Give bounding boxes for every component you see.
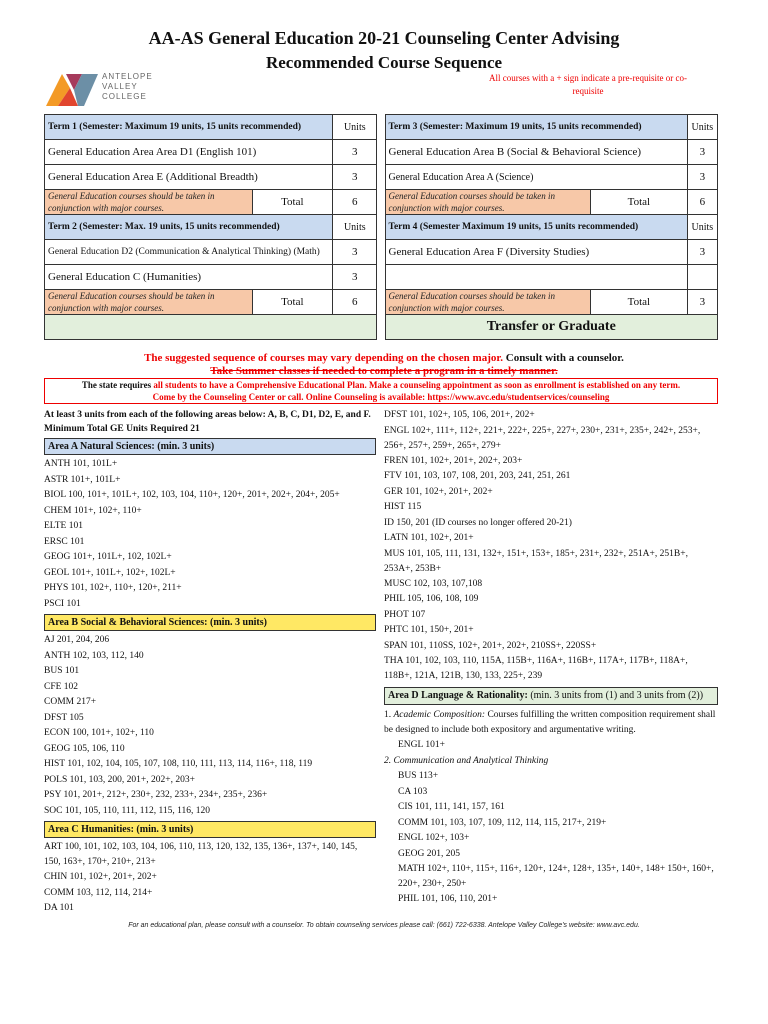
list-item: LATN 101, 102+, 201+ [384,533,474,543]
area-d1-number: 1. [384,710,392,720]
list-item: MUSC 102, 103, 107,108 [384,578,483,589]
term4-header: Term 4 (Semester Maximum 19 units, 15 units recommended) [385,215,687,240]
term1-total: 6 [333,190,377,215]
area-d1-title: Academic Composition: [393,710,486,720]
term2-units-1: 3 [333,240,377,265]
term3-note: General Education courses should be taken in conjunction with major courses. [385,190,591,215]
term1-units-2: 3 [333,165,377,190]
term2-total: 6 [333,290,377,315]
logo-line-3: COLLEGE [102,92,147,101]
list-item: GER 101, 102+, 201+, 202+ [384,486,493,497]
term1-units-1: 3 [333,140,377,165]
term2-course-1: General Education D2 (Communication & Analytical Thinking) (Math) [45,240,333,265]
term1-header: Term 1 (Semester: Maximum 19 units, 15 units recommended) [45,115,333,140]
left-green-bar [45,315,377,340]
sequence-message [0,352,768,364]
term2-units-2: 3 [333,265,377,290]
list-item: PSCI 101 [44,598,81,609]
educational-plan-box [44,378,718,404]
consult-counselor-text: Consult with a counselor. [503,352,624,364]
term4-note: General Education courses should be taken in conjunction with major courses. [385,290,591,315]
term1-course-2: General Education Area E (Additional Breadth) [45,165,333,190]
term4-units-label: Units [687,215,717,240]
list-item: THA 101, 102, 103, 110, 115A, 115B+, 116A+, 116B+, 117A+, 117B+, 118A+, 118B+, 121A, 121B, 130, 133, 225+, 239 [384,656,688,681]
term4-total: 3 [687,290,717,315]
term3-total: 6 [687,190,717,215]
online-counseling-link[interactable]: Come by the Counseling Center or call. Online Counseling is available: https://www.avc.edu/studentservices/counseling [152,392,610,402]
list-item: FTV 101, 103, 107, 108, 201, 203, 241, 251, 261 [384,471,571,481]
list-item: ANTH 102, 103, 112, 140 [44,650,144,661]
area-d-header [384,687,718,705]
logo-mark-icon [44,70,100,110]
area-d2-title: 2. Communication and Analytical Thinking [384,755,549,766]
term3-units-2: 3 [687,165,717,190]
list-item: ANTH 101, 101L+ [44,459,118,469]
list-item: GEOG 101+, 101L+, 102, 102L+ [44,552,172,562]
list-item: DA 101 [44,903,74,913]
list-item: BUS 113+ [398,771,439,781]
list-item: ID 150, 201 (ID courses no longer offered 20-21) [384,517,572,528]
term4-empty-row [385,265,687,290]
term3-header: Term 3 (Semester: Maximum 19 units, 15 units recommended) [385,115,687,140]
term4-empty-units [687,265,717,290]
list-item: CFE 102 [44,681,79,692]
list-item: BIOL 100, 101+, 101L+, 102, 103, 104, 110+, 120+, 201+, 202+, 204+, 205+ [44,490,340,500]
page-title: AA-AS General Education 20-21 Counseling Center Advising [148,28,620,48]
term3-course-2: General Education Area A (Science) [385,165,687,190]
state-requires-text: The state requires [81,380,152,390]
right-course-column [384,408,718,908]
list-item: CHEM 101+, 102+, 110+ [44,505,142,516]
list-item: GEOG 105, 106, 110 [44,743,125,754]
plan-requirement-text: all students to have a Comprehensive Educational Plan. Make a counseling appointment [151,380,492,390]
list-item: PHTC 101, 150+, 201+ [384,625,474,635]
list-item: CHIN 101, 102+, 201+, 202+ [44,872,157,882]
prerequisite-note: All courses with a + sign indicate a pre-requisite or co-requisite [488,73,687,96]
sequence-message-red: The suggested sequence of courses may vary depending on the chosen major. [144,352,503,364]
course-sequence-table [44,114,718,340]
list-item: ENGL 102+, 103+ [398,833,470,843]
term2-note: General Education courses should be taken in conjunction with major courses. [45,290,253,315]
term2-header: Term 2 (Semester: Max. 19 units, 15 units recommended) [45,215,333,240]
term4-units-1: 3 [687,240,717,265]
term1-total-label: Total [252,190,333,215]
list-item: PHYS 101, 102+, 110+, 120+, 211+ [44,583,182,593]
list-item: ECON 100, 101+, 102+, 110 [44,728,154,738]
term4-course-1: General Education Area F (Diversity Studies) [385,240,687,265]
list-item: PHIL 101, 106, 110, 201+ [398,894,498,904]
list-item: MATH 102+, 110+, 115+, 116+, 120+, 124+, 128+, 135+, 140+, 148+ 150+, 160+, 220+, 230+, 250+ [398,864,714,889]
area-b-list [44,633,376,819]
list-item: ART 100, 101, 102, 103, 104, 106, 110, 113, 120, 132, 135, 136+, 137+, 140, 145, 150, 163+, 170+, 210+, 213+ [44,842,358,867]
list-item: SPAN 101, 110SS, 102+, 201+, 202+, 210SS+, 220SS+ [384,640,597,651]
list-item: BUS 101 [44,666,80,676]
area-d-title: Area D Language & Rationality: [388,690,528,701]
area-c-list-right [384,408,718,684]
list-item: MUS 101, 105, 111, 131, 132+, 151+, 153+, 185+, 231+, 232+, 251A+, 251B+, 253A+, 253B+ [384,548,688,574]
college-logo [44,70,184,110]
list-item: HIST 115 [384,502,422,512]
term3-units-label: Units [687,115,717,140]
page-footer: For an educational plan, please consult with a counselor. To obtain counseling services please call: (661) 722-6338. Antelope Valley College's website: www.avc.edu. [128,922,640,929]
list-item: ERSC 101 [44,536,85,547]
term3-course-1: General Education Area B (Social & Behavioral Science) [385,140,687,165]
term4-total-label: Total [591,290,688,315]
term1-course-1: General Education Area Area D1 (English 101) [45,140,333,165]
list-item: COMM 217+ [44,697,97,707]
area-b-header: Area B Social & Behavioral Sciences: (min. 3 units) [44,614,376,631]
area-c-header: Area C Humanities: (min. 3 units) [44,821,376,838]
term1-units-label: Units [333,115,377,140]
term3-total-label: Total [591,190,688,215]
list-item: PSY 101, 201+, 212+, 230+, 232, 233+, 234+, 235+, 236+ [44,790,268,800]
list-item: GEOL 101+, 101L+, 102+, 102L+ [44,567,176,578]
list-item: HIST 101, 102, 104, 105, 107, 108, 110, 111, 113, 114, 116+, 118, 119 [44,759,313,769]
enrollment-text: as soon as enrollment is established on any term. [491,380,681,390]
area-d1-text: Courses fulfilling the written composition requirement shall be designed to include both expository and argumentative writing. [384,710,716,735]
area-d-units: (min. 3 units from (1) and 3 units from (2)) [527,690,704,701]
summer-message-text: Take Summer classes if needed to complete a program in a timely manner. [210,365,558,377]
list-item: COMM 101, 103, 107, 109, 112, 114, 115, 217+, 219+ [398,817,607,828]
educational-plan-line-1 [45,379,717,391]
logo-line-2: VALLEY [102,82,138,91]
term1-note: General Education courses should be taken in conjunction with major courses. [45,190,253,215]
list-item: SOC 101, 105, 110, 111, 112, 115, 116, 120 [44,805,210,816]
list-item: POLS 101, 103, 200, 201+, 202+, 203+ [44,774,195,785]
list-item: ENGL 101+ [398,740,445,750]
list-item: PHOT 107 [384,609,426,620]
list-item: COMM 103, 112, 114, 214+ [44,887,153,898]
list-item: AJ 201, 204, 206 [44,635,110,645]
list-item: GEOG 201, 205 [398,848,461,859]
area-d1-description [384,708,718,738]
page-subtitle: Recommended Course Sequence [265,53,503,72]
list-item: DFST 101, 102+, 105, 106, 201+, 202+ [384,410,535,420]
list-item: CIS 101, 111, 141, 157, 161 [398,802,505,812]
term2-total-label: Total [252,290,333,315]
term2-units-label: Units [333,215,377,240]
list-item: PHIL 105, 106, 108, 109 [384,594,479,604]
left-course-column [44,408,376,917]
term2-course-2: General Education C (Humanities) [45,265,333,290]
area-c-list-left [44,840,376,917]
list-item: CA 103 [398,786,428,797]
summer-message [0,365,768,377]
list-item: ENGL 102+, 111+, 112+, 221+, 222+, 225+, 227+, 230+, 231+, 235+, 242+, 253+, 256+, 257+, 259+, 265+, 279+ [384,425,701,451]
ge-requirements-intro: At least 3 units from each of the following areas below: A, B, C, D1, D2, E, and F. Minimum Total GE Units Required 21 [44,410,371,434]
term3-units-1: 3 [687,140,717,165]
logo-line-1: ANTELOPE [102,72,153,81]
transfer-or-graduate: Transfer or Graduate [385,315,718,340]
list-item: ASTR 101+, 101L+ [44,474,121,485]
list-item: ELTE 101 [44,521,83,531]
list-item: DFST 105 [44,712,84,723]
list-item: FREN 101, 102+, 201+, 202+, 203+ [384,455,523,466]
logo-text [102,72,153,102]
area-a-list [44,457,376,612]
area-a-header: Area A Natural Sciences: (min. 3 units) [44,438,376,455]
